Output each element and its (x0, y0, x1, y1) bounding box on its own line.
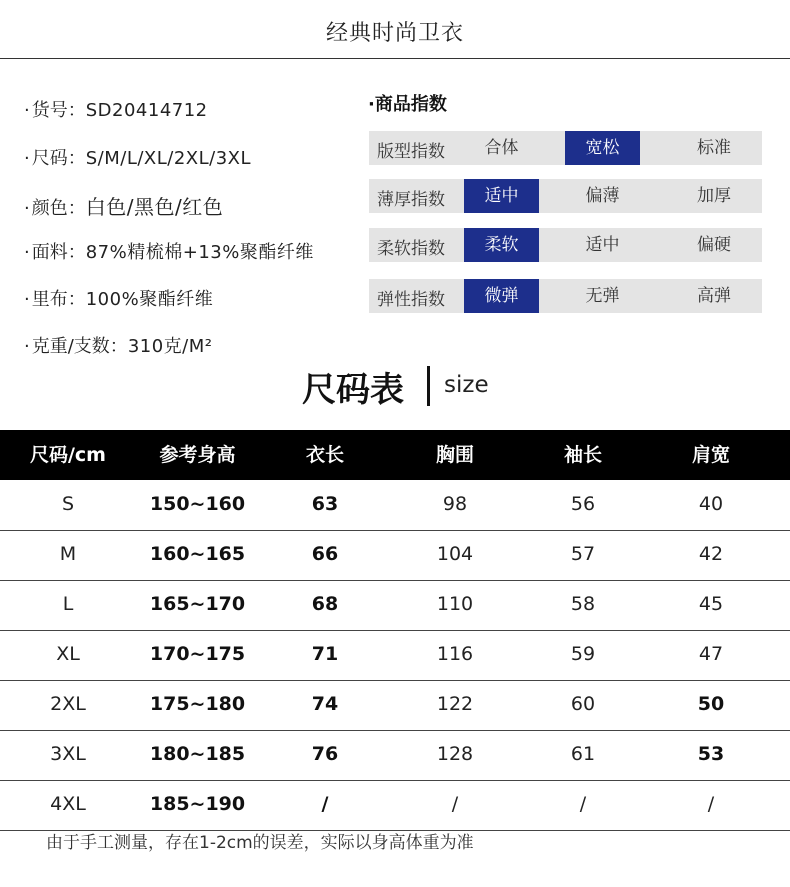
index-row-fit (369, 131, 762, 165)
table-cell: 150~160 (149, 493, 246, 515)
index-option: 适中 (464, 179, 539, 213)
table-cell: 128 (436, 743, 474, 765)
size-heading-en: size (444, 372, 489, 398)
attr-value: 白色/黑色/红色 (85, 195, 224, 219)
table-cell: 165~170 (149, 593, 246, 615)
table-cell: / (451, 793, 459, 815)
attr-value: 310克/M² (127, 336, 213, 357)
table-cell: 2XL (50, 693, 86, 715)
attr-value: 87%精梳棉+13%聚酯纤维 (85, 242, 314, 263)
table-cell: XL (56, 643, 80, 665)
table-cell: 56 (570, 493, 596, 515)
title-bar (0, 0, 790, 59)
index-option: 宽松 (565, 131, 640, 165)
bullet-icon: · (24, 148, 30, 169)
attr-label: 货号： (31, 100, 86, 121)
column-header: 参考身高 (159, 444, 236, 466)
column-header: 衣长 (305, 444, 344, 466)
table-cell: S (61, 493, 75, 515)
table-cell: 185~190 (149, 793, 246, 815)
index-option: 加厚 (697, 186, 731, 206)
index-option: 无弹 (585, 286, 620, 306)
index-option: 偏薄 (585, 186, 620, 206)
index-label: 柔软指数 (377, 239, 445, 259)
table-cell: 76 (311, 743, 339, 765)
table-cell: 74 (311, 693, 339, 715)
size-heading-cn: 尺码表 (302, 370, 404, 410)
table-cell: 71 (311, 643, 339, 665)
bullet-icon: · (24, 100, 30, 121)
table-row (0, 480, 790, 531)
table-cell: 110 (436, 593, 474, 615)
heading-divider (427, 366, 430, 406)
index-option: 柔软 (464, 228, 539, 262)
index-option: 标准 (697, 138, 731, 158)
size-table-heading (0, 360, 790, 410)
size-table-header (0, 430, 790, 480)
table-cell: 57 (570, 543, 596, 565)
index-row-thickness (369, 179, 762, 213)
table-cell: L (62, 593, 74, 615)
attr-lining (24, 285, 213, 311)
table-row (0, 580, 790, 631)
table-cell: 47 (698, 643, 724, 665)
table-cell: 116 (436, 643, 474, 665)
attr-weight (24, 332, 212, 358)
table-cell: 60 (570, 693, 596, 715)
bullet-icon: · (24, 198, 30, 219)
column-header: 尺码/cm (29, 444, 106, 466)
bullet-icon: · (24, 336, 30, 357)
table-cell: 170~175 (149, 643, 246, 665)
measurement-note: 由于手工测量，存在1-2cm的误差，实际以身高体重为准 (46, 833, 474, 853)
table-cell: 175~180 (149, 693, 246, 715)
table-cell: / (579, 793, 587, 815)
table-cell: 66 (311, 543, 339, 565)
table-cell: 160~165 (149, 543, 246, 565)
attr-label: 面料： (31, 242, 86, 263)
index-option: 高弹 (697, 286, 731, 306)
index-option: 微弹 (464, 279, 539, 313)
table-cell: 180~185 (149, 743, 246, 765)
index-label: 版型指数 (377, 142, 445, 162)
attr-label: 里布： (31, 289, 86, 310)
attr-label: 克重/支数： (31, 336, 128, 357)
table-cell: 59 (570, 643, 596, 665)
table-cell: 61 (570, 743, 596, 765)
index-row-softness (369, 228, 762, 262)
index-option: 适中 (585, 235, 620, 255)
page-title: 经典时尚卫衣 (325, 21, 464, 46)
table-row (0, 680, 790, 731)
index-row-elasticity (369, 279, 762, 313)
attr-label: 尺码： (31, 148, 86, 169)
attr-item-no (24, 96, 208, 122)
table-cell: / (321, 793, 329, 815)
table-row (0, 530, 790, 581)
table-cell: 104 (436, 543, 474, 565)
table-cell: 4XL (50, 793, 86, 815)
attr-value: 100%聚酯纤维 (85, 289, 214, 310)
table-cell: / (707, 793, 715, 815)
attr-colors (24, 191, 223, 220)
index-option: 合体 (484, 138, 519, 158)
attr-value: SD20414712 (85, 100, 208, 121)
table-cell: 45 (698, 593, 724, 615)
table-cell: 50 (697, 693, 725, 715)
bullet-icon: · (24, 242, 30, 263)
attr-label: 颜色： (31, 198, 86, 219)
table-cell: 42 (698, 543, 724, 565)
table-cell: 122 (436, 693, 474, 715)
table-cell: 40 (698, 493, 724, 515)
table-cell: 68 (311, 593, 339, 615)
column-header: 胸围 (435, 444, 474, 466)
table-cell: 53 (697, 743, 725, 765)
index-panel-title: ·商品指数 (368, 94, 447, 115)
table-cell: 63 (311, 493, 339, 515)
table-cell: 58 (570, 593, 596, 615)
bullet-icon: · (24, 289, 30, 310)
attr-fabric (24, 238, 314, 264)
index-label: 弹性指数 (377, 290, 445, 310)
table-row (0, 630, 790, 681)
attr-value: S/M/L/XL/2XL/3XL (85, 148, 252, 169)
table-cell: 98 (442, 493, 468, 515)
table-row (0, 730, 790, 781)
table-cell: 3XL (50, 743, 86, 765)
index-option: 偏硬 (697, 235, 731, 255)
column-header: 肩宽 (691, 444, 730, 466)
table-row (0, 780, 790, 831)
attr-sizes (24, 144, 251, 170)
table-cell: M (59, 543, 77, 565)
column-header: 袖长 (563, 444, 602, 466)
index-label: 薄厚指数 (377, 190, 445, 210)
